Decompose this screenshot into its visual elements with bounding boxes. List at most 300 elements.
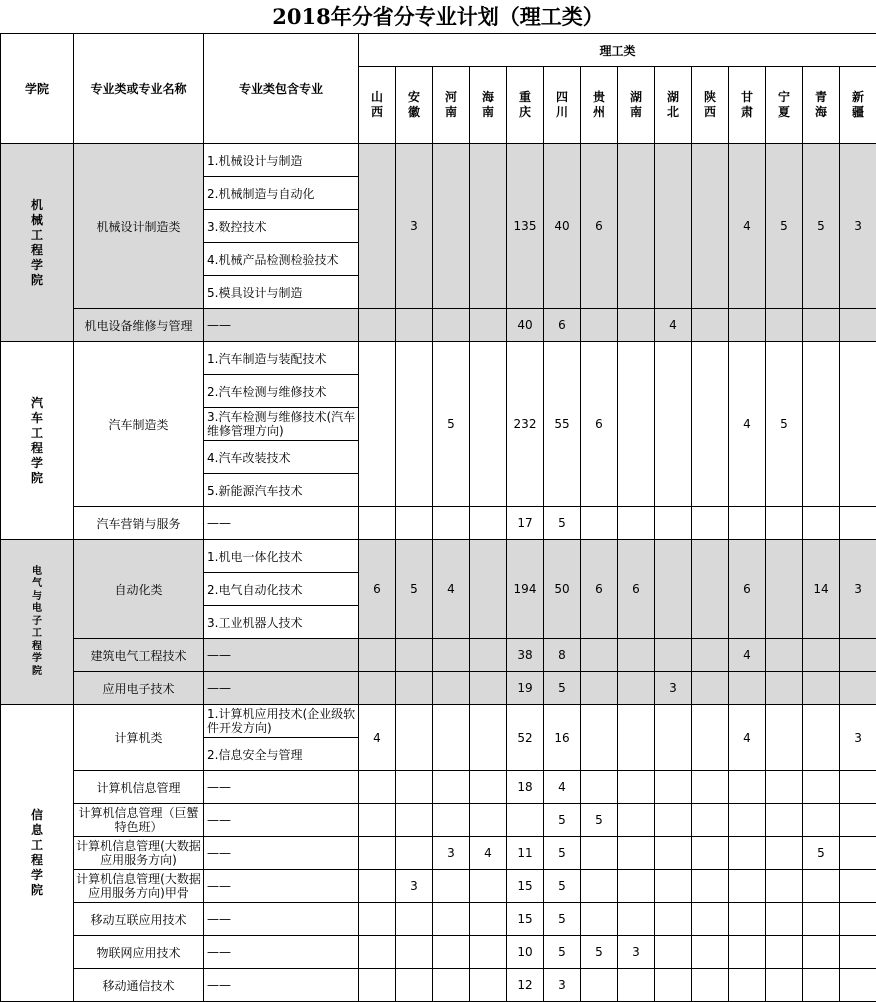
quota-cell: 4 [729, 639, 766, 672]
quota-cell [729, 903, 766, 936]
quota-cell [396, 639, 433, 672]
quota-cell [692, 540, 729, 639]
sub-major: —— [204, 507, 359, 540]
table-row [1, 507, 876, 540]
quota-cell [359, 771, 396, 804]
quota-cell [470, 639, 507, 672]
province-label: 安徽 [408, 90, 421, 119]
quota-cell [470, 903, 507, 936]
quota-cell [581, 870, 618, 903]
school-name: 电气与电子工程学院 [32, 565, 42, 677]
quota-cell [433, 639, 470, 672]
major-name: 应用电子技术 [74, 672, 204, 705]
quota-cell: 5 [544, 936, 581, 969]
quota-cell: 15 [507, 870, 544, 903]
quota-cell [803, 705, 840, 771]
quota-cell [766, 771, 803, 804]
sub-major: 3.数控技术 [204, 210, 359, 243]
quota-cell: 6 [581, 144, 618, 309]
quota-cell: 3 [618, 936, 655, 969]
sub-major: 2.信息安全与管理 [204, 738, 359, 771]
quota-cell [840, 639, 876, 672]
province-label: 湖北 [667, 90, 680, 119]
major-name: 移动通信技术 [74, 969, 204, 1002]
major-name: 计算机信息管理 [74, 771, 204, 804]
quota-cell [618, 144, 655, 309]
quota-cell [581, 639, 618, 672]
major-name: 机械设计制造类 [74, 144, 204, 309]
quota-cell [729, 771, 766, 804]
quota-cell [655, 936, 692, 969]
sub-major: 5.模具设计与制造 [204, 276, 359, 309]
quota-cell [692, 705, 729, 771]
quota-cell [766, 804, 803, 837]
quota-cell [692, 969, 729, 1002]
header-group: 理工类 [359, 34, 876, 67]
quota-cell [803, 903, 840, 936]
quota-cell [470, 936, 507, 969]
quota-cell [433, 903, 470, 936]
sub-major: 1.机械设计与制造 [204, 144, 359, 177]
quota-cell: 50 [544, 540, 581, 639]
header-province [692, 67, 729, 144]
sub-major: 4.机械产品检测检验技术 [204, 243, 359, 276]
quota-cell [766, 903, 803, 936]
header-province [470, 67, 507, 144]
quota-cell [359, 309, 396, 342]
quota-cell [692, 804, 729, 837]
major-name: 汽车制造类 [74, 342, 204, 507]
quota-cell: 6 [581, 540, 618, 639]
quota-cell: 5 [544, 672, 581, 705]
header-province [544, 67, 581, 144]
school-cell [1, 342, 74, 540]
major-name: 建筑电气工程技术 [74, 639, 204, 672]
quota-cell [729, 507, 766, 540]
quota-cell: 5 [544, 837, 581, 870]
quota-cell [803, 672, 840, 705]
quota-cell: 16 [544, 705, 581, 771]
quota-cell [359, 870, 396, 903]
table-row [1, 540, 876, 573]
quota-cell [396, 705, 433, 771]
quota-cell: 5 [544, 870, 581, 903]
major-name: 机电设备维修与管理 [74, 309, 204, 342]
quota-cell [433, 672, 470, 705]
sub-major: —— [204, 771, 359, 804]
header-province [433, 67, 470, 144]
quota-cell [840, 936, 876, 969]
quota-cell [840, 903, 876, 936]
quota-cell [729, 804, 766, 837]
table-row [1, 639, 876, 672]
quota-cell [581, 507, 618, 540]
quota-cell: 3 [544, 969, 581, 1002]
header-province [803, 67, 840, 144]
table-row [1, 771, 876, 804]
quota-cell: 14 [803, 540, 840, 639]
quota-cell: 55 [544, 342, 581, 507]
quota-cell: 5 [581, 936, 618, 969]
quota-cell [803, 969, 840, 1002]
header-province [507, 67, 544, 144]
quota-cell: 52 [507, 705, 544, 771]
quota-cell [470, 672, 507, 705]
province-label: 青海 [815, 90, 828, 119]
quota-cell [655, 507, 692, 540]
quota-cell [692, 342, 729, 507]
sub-major: —— [204, 672, 359, 705]
quota-cell: 38 [507, 639, 544, 672]
quota-cell [359, 837, 396, 870]
quota-cell [803, 936, 840, 969]
quota-cell: 5 [396, 540, 433, 639]
quota-cell [766, 870, 803, 903]
quota-cell [655, 804, 692, 837]
quota-cell: 3 [840, 144, 876, 309]
quota-cell [396, 804, 433, 837]
quota-cell [470, 969, 507, 1002]
quota-cell [618, 903, 655, 936]
table-row [1, 936, 876, 969]
quota-cell: 12 [507, 969, 544, 1002]
quota-cell [655, 540, 692, 639]
school-cell [1, 144, 74, 342]
quota-cell [581, 837, 618, 870]
table-row [1, 870, 876, 903]
quota-cell [840, 837, 876, 870]
quota-cell [618, 507, 655, 540]
quota-cell [470, 870, 507, 903]
province-label: 新疆 [852, 90, 865, 119]
quota-cell [396, 837, 433, 870]
quota-cell: 6 [729, 540, 766, 639]
quota-cell: 5 [803, 144, 840, 309]
quota-cell [618, 342, 655, 507]
quota-cell [766, 705, 803, 771]
major-name: 计算机类 [74, 705, 204, 771]
quota-cell [359, 672, 396, 705]
quota-cell: 8 [544, 639, 581, 672]
quota-cell [396, 936, 433, 969]
school-name: 机械工程学院 [31, 197, 44, 287]
quota-cell: 3 [396, 870, 433, 903]
quota-cell [470, 309, 507, 342]
quota-cell [692, 771, 729, 804]
quota-cell [507, 804, 544, 837]
quota-cell: 4 [655, 309, 692, 342]
quota-cell [581, 672, 618, 705]
quota-cell [692, 672, 729, 705]
quota-cell: 4 [544, 771, 581, 804]
province-label: 陕西 [704, 90, 717, 119]
quota-cell: 3 [396, 144, 433, 309]
quota-cell: 5 [766, 144, 803, 309]
quota-cell [470, 804, 507, 837]
sub-major: 2.汽车检测与维修技术 [204, 375, 359, 408]
quota-cell [470, 144, 507, 309]
quota-cell: 17 [507, 507, 544, 540]
sub-major: 2.电气自动化技术 [204, 573, 359, 606]
quota-cell [396, 969, 433, 1002]
province-label: 山西 [371, 90, 384, 119]
province-label: 海南 [482, 90, 495, 119]
province-label: 宁夏 [778, 90, 791, 119]
major-name: 自动化类 [74, 540, 204, 639]
header-province [729, 67, 766, 144]
quota-cell [692, 936, 729, 969]
quota-cell [840, 804, 876, 837]
quota-cell [840, 309, 876, 342]
quota-cell: 11 [507, 837, 544, 870]
quota-cell: 19 [507, 672, 544, 705]
quota-cell [655, 639, 692, 672]
quota-cell [581, 309, 618, 342]
quota-cell: 4 [359, 705, 396, 771]
quota-cell [433, 870, 470, 903]
header-province [618, 67, 655, 144]
quota-cell [692, 837, 729, 870]
school-name: 汽车工程学院 [31, 395, 44, 485]
quota-cell [618, 969, 655, 1002]
quota-cell [729, 837, 766, 870]
school-name: 信息工程学院 [31, 808, 44, 897]
major-name: 物联网应用技术 [74, 936, 204, 969]
quota-cell: 4 [470, 837, 507, 870]
header-major: 专业类或专业名称 [74, 34, 204, 144]
header-province [581, 67, 618, 144]
quota-cell [396, 771, 433, 804]
sub-major: —— [204, 837, 359, 870]
quota-cell [655, 903, 692, 936]
quota-cell: 6 [359, 540, 396, 639]
quota-cell [359, 936, 396, 969]
major-name: 汽车营销与服务 [74, 507, 204, 540]
quota-cell [618, 672, 655, 705]
quota-cell: 15 [507, 903, 544, 936]
quota-cell: 5 [544, 903, 581, 936]
quota-cell: 6 [581, 342, 618, 507]
quota-cell [396, 903, 433, 936]
quota-cell [359, 342, 396, 507]
table-row [1, 804, 876, 837]
table-row [1, 342, 876, 375]
quota-cell: 4 [729, 144, 766, 309]
sub-major: —— [204, 639, 359, 672]
quota-cell [618, 771, 655, 804]
quota-cell [803, 771, 840, 804]
quota-cell: 5 [581, 804, 618, 837]
quota-cell: 40 [507, 309, 544, 342]
header-school: 学院 [1, 34, 74, 144]
quota-cell [433, 705, 470, 771]
quota-cell: 40 [544, 144, 581, 309]
table-row [1, 144, 876, 177]
quota-cell [692, 903, 729, 936]
quota-cell [359, 969, 396, 1002]
major-name: 移动互联应用技术 [74, 903, 204, 936]
quota-cell [766, 309, 803, 342]
quota-cell [433, 144, 470, 309]
sub-major: —— [204, 309, 359, 342]
quota-cell [803, 804, 840, 837]
quota-cell [803, 870, 840, 903]
quota-cell: 10 [507, 936, 544, 969]
quota-cell [803, 309, 840, 342]
quota-cell: 6 [544, 309, 581, 342]
sub-major: 3.汽车检测与维修技术(汽车维修管理方向) [204, 408, 359, 441]
quota-cell: 5 [544, 804, 581, 837]
quota-cell [581, 969, 618, 1002]
quota-cell [840, 672, 876, 705]
quota-cell [618, 309, 655, 342]
quota-cell [618, 837, 655, 870]
quota-cell: 6 [618, 540, 655, 639]
quota-cell [729, 936, 766, 969]
table-row [1, 969, 876, 1002]
quota-cell: 4 [433, 540, 470, 639]
quota-cell [766, 837, 803, 870]
quota-cell: 194 [507, 540, 544, 639]
quota-cell: 3 [840, 540, 876, 639]
quota-cell [692, 144, 729, 309]
sub-major: —— [204, 804, 359, 837]
quota-cell [766, 639, 803, 672]
quota-cell [470, 705, 507, 771]
quota-cell [470, 507, 507, 540]
quota-cell: 135 [507, 144, 544, 309]
quota-cell [396, 342, 433, 507]
quota-cell [803, 507, 840, 540]
quota-cell: 232 [507, 342, 544, 507]
quota-cell [655, 342, 692, 507]
quota-cell [840, 342, 876, 507]
quota-cell [396, 672, 433, 705]
quota-cell: 5 [544, 507, 581, 540]
quota-cell [470, 771, 507, 804]
quota-cell [433, 969, 470, 1002]
quota-cell: 4 [729, 705, 766, 771]
school-cell [1, 540, 74, 705]
quota-cell: 3 [840, 705, 876, 771]
province-label: 四川 [556, 90, 569, 119]
quota-cell [618, 870, 655, 903]
quota-cell [581, 705, 618, 771]
quota-cell [359, 144, 396, 309]
quota-cell [655, 969, 692, 1002]
quota-cell [692, 507, 729, 540]
province-label: 贵州 [593, 90, 606, 119]
quota-cell [359, 804, 396, 837]
quota-cell [655, 837, 692, 870]
quota-cell [581, 903, 618, 936]
province-label: 甘肃 [741, 90, 754, 119]
quota-cell [433, 309, 470, 342]
quota-cell [692, 309, 729, 342]
quota-cell [840, 870, 876, 903]
quota-cell [433, 804, 470, 837]
quota-cell [655, 705, 692, 771]
sub-major: 5.新能源汽车技术 [204, 474, 359, 507]
quota-cell [396, 309, 433, 342]
page-title: 2018年分省分专业计划（理工类） [272, 4, 604, 29]
quota-cell [470, 540, 507, 639]
quota-cell [433, 771, 470, 804]
quota-cell [766, 969, 803, 1002]
sub-major: 1.机电一体化技术 [204, 540, 359, 573]
quota-cell [359, 639, 396, 672]
sub-major: 3.工业机器人技术 [204, 606, 359, 639]
quota-cell: 4 [729, 342, 766, 507]
quota-cell [618, 804, 655, 837]
sub-major: —— [204, 969, 359, 1002]
quota-cell [470, 342, 507, 507]
sub-major: —— [204, 870, 359, 903]
header-province [766, 67, 803, 144]
quota-cell [840, 771, 876, 804]
header-province [655, 67, 692, 144]
quota-cell [766, 936, 803, 969]
quota-cell [655, 144, 692, 309]
header-province [359, 67, 396, 144]
table-row [1, 672, 876, 705]
quota-cell [803, 639, 840, 672]
province-label: 河南 [445, 90, 458, 119]
quota-cell [618, 705, 655, 771]
quota-cell [840, 969, 876, 1002]
quota-cell [803, 342, 840, 507]
major-name: 计算机信息管理(大数据应用服务方向)甲骨 [74, 870, 204, 903]
quota-cell [729, 870, 766, 903]
sub-major: 2.机械制造与自动化 [204, 177, 359, 210]
quota-cell [433, 507, 470, 540]
sub-major: 4.汽车改装技术 [204, 441, 359, 474]
major-name: 计算机信息管理(大数据应用服务方向) [74, 837, 204, 870]
table-row [1, 309, 876, 342]
province-label: 湖南 [630, 90, 643, 119]
sub-major: 1.计算机应用技术(企业级软件开发方向) [204, 705, 359, 738]
quota-cell [766, 540, 803, 639]
major-name: 计算机信息管理（巨蟹特色班） [74, 804, 204, 837]
province-label: 重庆 [519, 90, 532, 119]
sub-major: —— [204, 936, 359, 969]
quota-cell [396, 507, 433, 540]
quota-cell [655, 771, 692, 804]
quota-cell [840, 507, 876, 540]
quota-cell: 3 [655, 672, 692, 705]
header-province [396, 67, 433, 144]
quota-cell [433, 936, 470, 969]
sub-major: 1.汽车制造与装配技术 [204, 342, 359, 375]
header-province [840, 67, 876, 144]
table-row [1, 705, 876, 738]
table-row [1, 903, 876, 936]
quota-cell [766, 507, 803, 540]
school-cell [1, 705, 74, 1002]
quota-cell [766, 672, 803, 705]
table-row [1, 837, 876, 870]
quota-cell [692, 639, 729, 672]
quota-cell [359, 507, 396, 540]
sub-major: —— [204, 903, 359, 936]
quota-cell [729, 672, 766, 705]
quota-cell: 18 [507, 771, 544, 804]
quota-cell [655, 870, 692, 903]
quota-cell: 5 [766, 342, 803, 507]
plan-table [0, 33, 876, 1002]
header-included: 专业类包含专业 [204, 34, 359, 144]
quota-cell [581, 771, 618, 804]
